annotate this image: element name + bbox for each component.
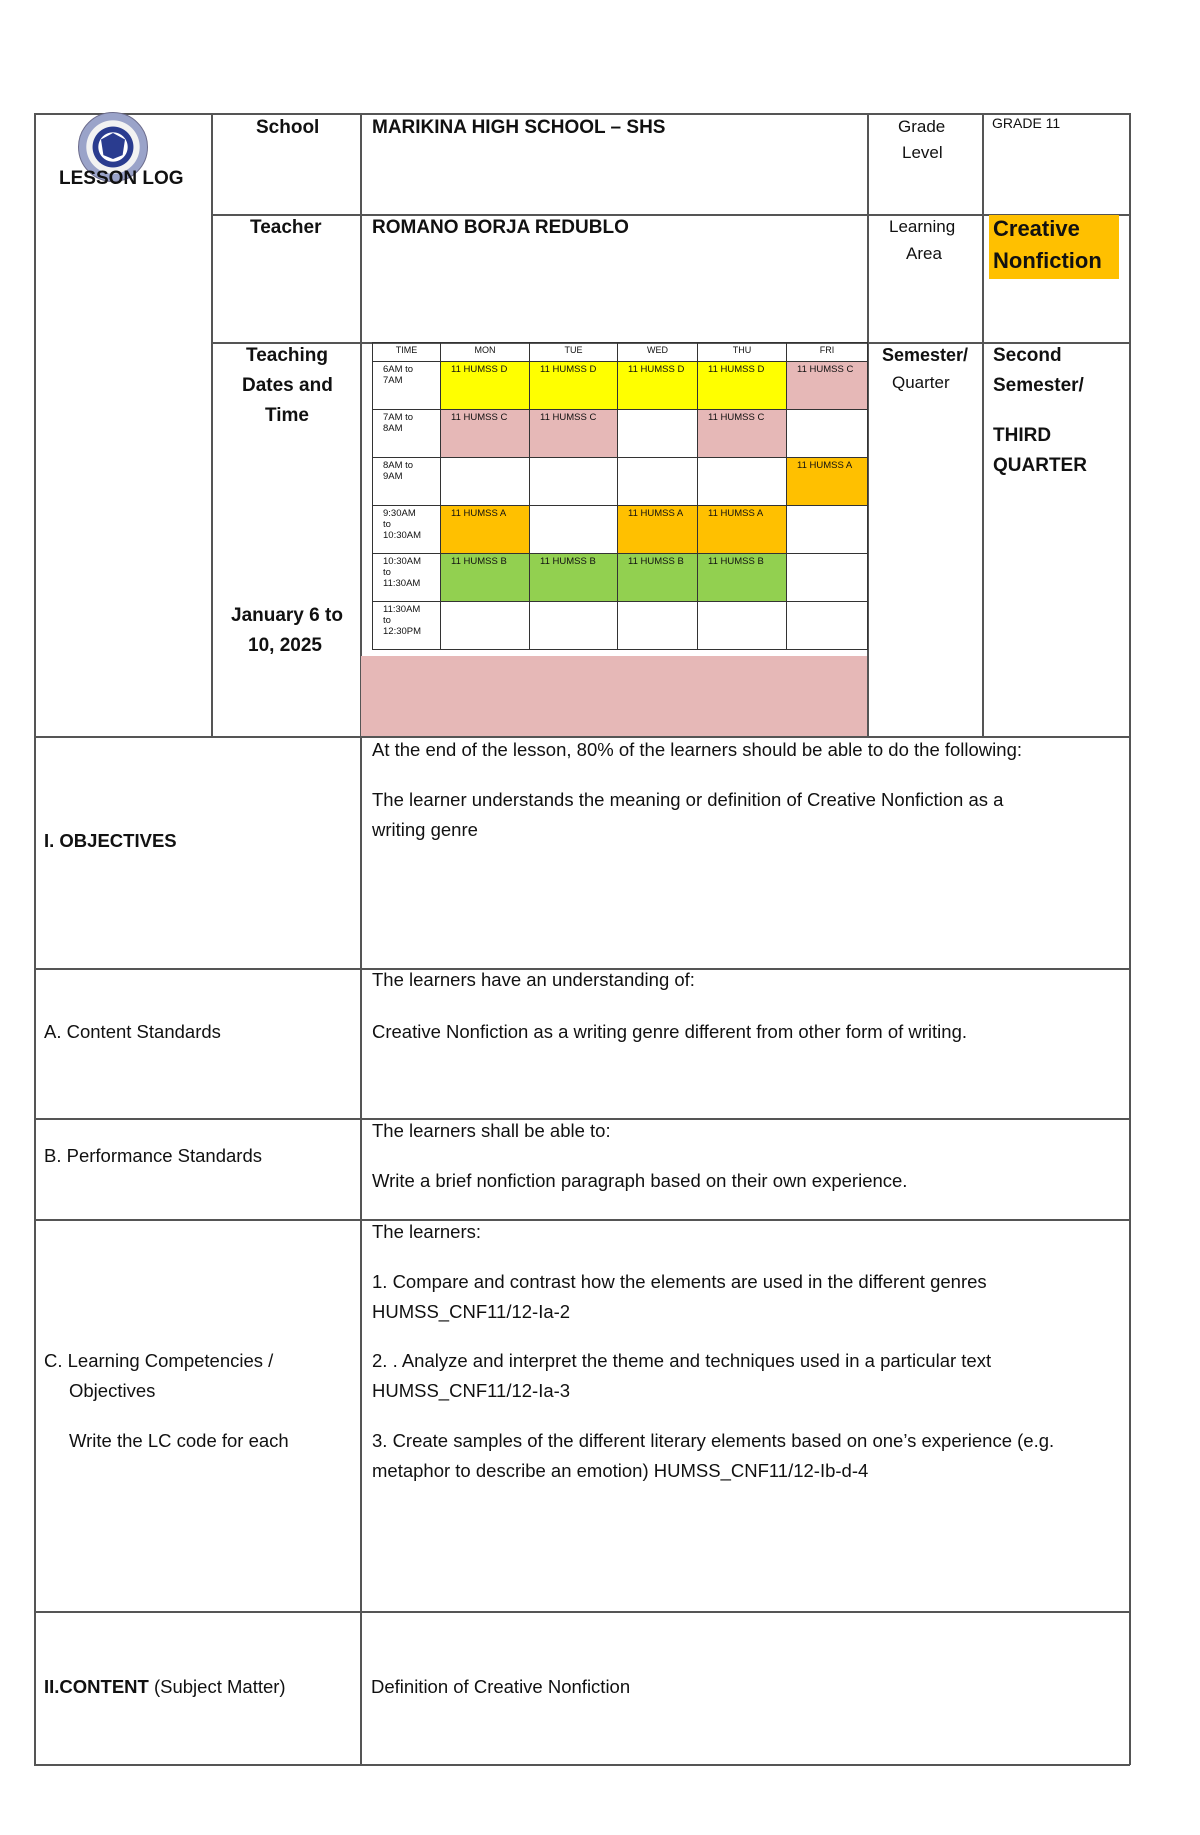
teacher-value: ROMANO BORJA REDUBLO: [372, 217, 629, 238]
competencies-label: C. Learning Competencies /: [44, 1350, 274, 1371]
schedule-cell: [618, 410, 698, 458]
objectives-text-2: writing genre: [372, 819, 478, 840]
schedule-cell: [530, 506, 618, 554]
content-label: II.CONTENT (Subject Matter): [44, 1676, 286, 1697]
schedule-cell: [787, 602, 868, 650]
schedule-time-cell: 8AM to 9AM: [373, 458, 441, 506]
schedule-table: [372, 342, 868, 650]
schedule-cell: 11 HUMSS B: [618, 554, 698, 602]
schedule-cell: 11 HUMSS D: [441, 362, 530, 410]
schedule-cell: 11 HUMSS D: [530, 362, 618, 410]
lesson-log-title: LESSON LOG: [59, 168, 184, 189]
dates-value: January 6 to: [231, 605, 343, 626]
content-standards-text: Creative Nonfiction as a writing genre different from other form of writing.: [372, 1021, 967, 1042]
performance-standards-intro: The learners shall be able to:: [372, 1120, 611, 1141]
dates-value-2: 10, 2025: [248, 635, 322, 656]
semester-value: Second: [993, 345, 1062, 366]
schedule-cell: 11 HUMSS C: [530, 410, 618, 458]
dates-label-3: Time: [265, 405, 310, 426]
objectives-intro: At the end of the lesson, 80% of the learners should be able to do the following:: [372, 739, 1022, 760]
schedule-cell: [698, 602, 787, 650]
competency-item-2-code: HUMSS_CNF11/12-Ia-3: [372, 1380, 571, 1401]
schedule-cell: 11 HUMSS C: [787, 362, 868, 410]
schedule-time-cell: 6AM to 7AM: [373, 362, 441, 410]
schedule-time-cell: 11:30AM to 12:30PM: [373, 602, 441, 650]
schedule-cell: 11 HUMSS C: [698, 410, 787, 458]
schedule-cell: 11 HUMSS A: [618, 506, 698, 554]
competencies-intro: The learners:: [372, 1221, 481, 1242]
quarter-value-2: QUARTER: [993, 455, 1087, 476]
schedule-cell: 11 HUMSS A: [787, 458, 868, 506]
competency-item-3: 3. Create samples of the different literary elements based on one’s experience (e.g.: [372, 1430, 1055, 1451]
schedule-time-cell: 7AM to 8AM: [373, 410, 441, 458]
schedule-row: [373, 602, 868, 650]
schedule-cell: [530, 458, 618, 506]
schedule-cell: [530, 602, 618, 650]
schedule-cell: 11 HUMSS C: [441, 410, 530, 458]
schedule-header-time: TIME: [373, 343, 441, 362]
schedule-row: [373, 554, 868, 602]
objectives-label: I. OBJECTIVES: [44, 830, 177, 851]
competency-item-3-code: metaphor to describe an emotion) HUMSS_CNF11/12-Ib-d-4: [372, 1460, 869, 1481]
schedule-cell: 11 HUMSS B: [698, 554, 787, 602]
school-value: MARIKINA HIGH SCHOOL – SHS: [372, 117, 666, 138]
schedule-cell: [787, 506, 868, 554]
schedule-header-wed: WED: [618, 343, 698, 362]
schedule-row: [373, 410, 868, 458]
area-value: Creative: [993, 216, 1080, 241]
competencies-label-2: Objectives: [69, 1380, 156, 1401]
semester-label-2: Quarter: [892, 373, 950, 392]
schedule-cell: 11 HUMSS D: [698, 362, 787, 410]
schedule-cell: 11 HUMSS B: [441, 554, 530, 602]
grade-label: Grade: [898, 117, 946, 136]
schedule-row: [373, 362, 868, 410]
semester-label: Semester/: [882, 345, 969, 365]
schedule-header-row: [373, 343, 868, 362]
performance-standards-text: Write a brief nonfiction paragraph based on their own experience.: [372, 1170, 908, 1191]
schedule-row: [373, 506, 868, 554]
schedule-cell: 11 HUMSS A: [441, 506, 530, 554]
schedule-header-tue: TUE: [530, 343, 618, 362]
schedule-cell: 11 HUMSS B: [530, 554, 618, 602]
area-label-2: Area: [906, 244, 942, 263]
dates-label-2: Dates and: [242, 375, 333, 396]
content-standards-label: A. Content Standards: [44, 1021, 221, 1042]
schedule-header-fri: FRI: [787, 343, 868, 362]
semester-value-2: Semester/: [993, 375, 1084, 396]
schedule-cell: [618, 602, 698, 650]
schedule-row: [373, 458, 868, 506]
competencies-label-3: Write the LC code for each: [69, 1430, 289, 1451]
area-label: Learning: [889, 217, 956, 236]
competency-item-2: 2. . Analyze and interpret the theme and techniques used in a particular text: [372, 1350, 992, 1371]
competency-item-1-code: HUMSS_CNF11/12-Ia-2: [372, 1301, 571, 1322]
schedule-cell: 11 HUMSS A: [698, 506, 787, 554]
area-value-2: Nonfiction: [993, 248, 1102, 273]
objectives-text: The learner understands the meaning or definition of Creative Nonfiction as a: [372, 789, 1004, 810]
schedule-cell: [787, 410, 868, 458]
school-label: School: [256, 117, 320, 138]
performance-standards-label: B. Performance Standards: [44, 1145, 262, 1166]
grade-value: GRADE 11: [992, 115, 1061, 131]
quarter-value: THIRD: [993, 425, 1052, 446]
schedule-header-thu: THU: [698, 343, 787, 362]
content-value: Definition of Creative Nonfiction: [371, 1676, 631, 1697]
grade-label-2: Level: [902, 143, 943, 162]
schedule-filler: [361, 656, 867, 736]
dates-label: Teaching: [246, 345, 328, 366]
teacher-label: Teacher: [250, 217, 322, 238]
schedule-cell: [441, 458, 530, 506]
schedule-cell: 11 HUMSS D: [618, 362, 698, 410]
schedule-time-cell: 10:30AM to 11:30AM: [373, 554, 441, 602]
schedule-cell: [787, 554, 868, 602]
competency-item-1: 1. Compare and contrast how the elements are used in the different genres: [372, 1271, 987, 1292]
content-standards-intro: The learners have an understanding of:: [372, 969, 695, 990]
schedule-cell: [441, 602, 530, 650]
schedule-header-mon: MON: [441, 343, 530, 362]
schedule-cell: [618, 458, 698, 506]
schedule-cell: [698, 458, 787, 506]
schedule-time-cell: 9:30AM to 10:30AM: [373, 506, 441, 554]
